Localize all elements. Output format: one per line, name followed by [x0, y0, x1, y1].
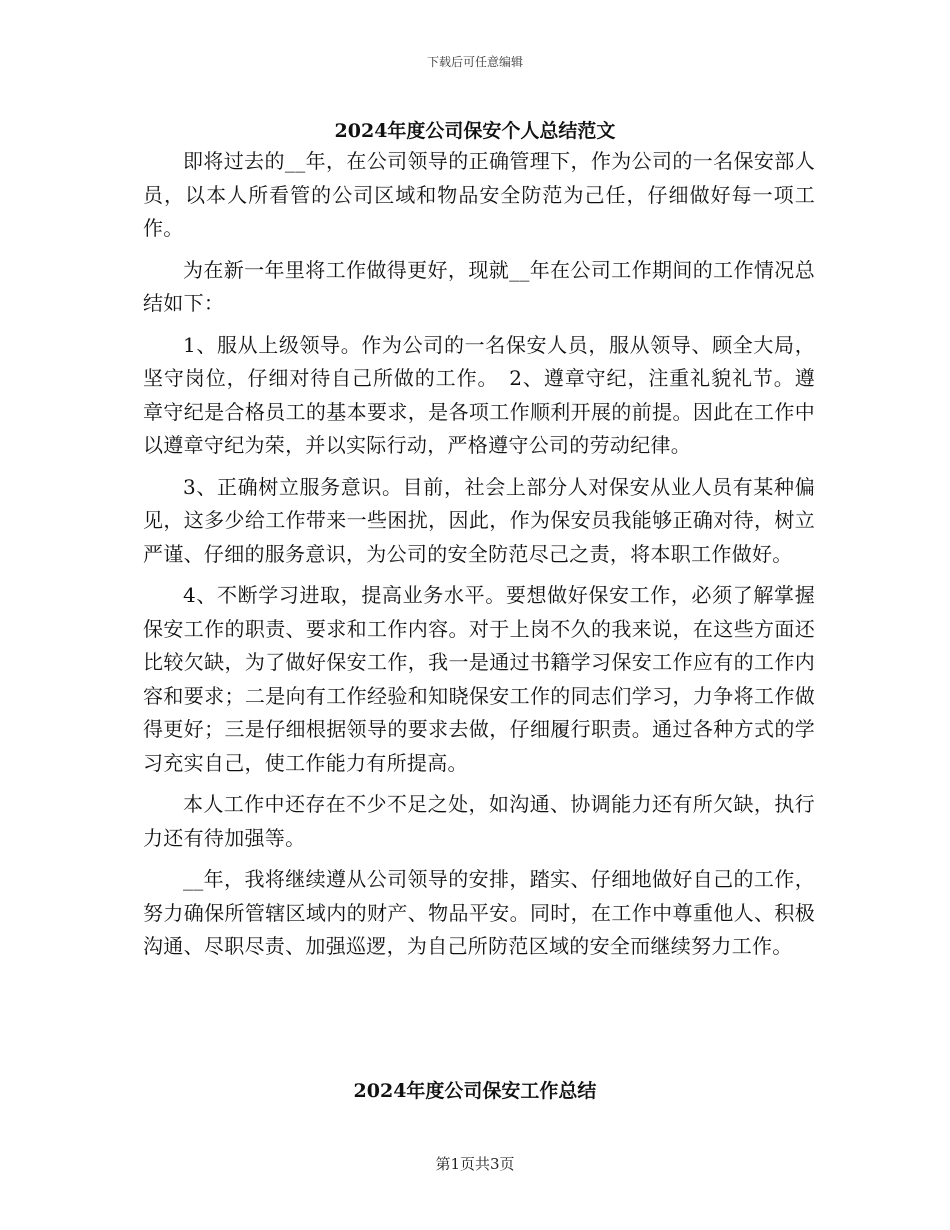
paragraph: 1、服从上级领导。作为公司的一名保安人员，服从领导、顾全大局，坚守岗位，仔细对待自己所做的工作。 2、遵章守纪，注重礼貌礼节。遵章守纪是合格员工的基本要求，是各项工作顺利开展的前提。因此在工作中以遵章守纪为荣，并以实际行动，严格遵守公司的劳动纪律。 — [143, 332, 815, 457]
page-footer: 第1页共3页 — [435, 1155, 515, 1173]
document-body — [143, 145, 815, 972]
document-title: 2024年度公司保安个人总结范文 — [334, 120, 616, 142]
paragraph: 为在新一年里将工作做得更好，现就__年在公司工作期间的工作情况总结如下： — [143, 257, 815, 315]
paragraph: 即将过去的__年，在公司领导的正确管理下，作为公司的一名保安部人员，以本人所看管的公司区域和物品安全防范为己任，仔细做好每一项工作。 — [143, 149, 815, 240]
section-title: 2024年度公司保安工作总结 — [353, 1080, 597, 1102]
paragraph: 本人工作中还存在不少不足之处，如沟通、协调能力还有所欠缺，执行力还有待加强等。 — [143, 792, 815, 850]
paragraph: 3、正确树立服务意识。目前，社会上部分人对保安从业人员有某种偏见，这多少给工作带来一些困扰，因此，作为保安员我能够正确对待，树立严谨、仔细的服务意识，为公司的安全防范尽己之责，将本职工作做好。 — [143, 474, 815, 566]
header-note: 下载后可任意编辑 — [426, 55, 523, 69]
paragraph: __年，我将继续遵从公司领导的安排，踏实、仔细地做好自己的工作，努力确保所管辖区域内的财产、物品平安。同时，在工作中尊重他人、积极沟通、尽职尽责、加强巡逻，为自己所防范区域的安全而继续努力工作。 — [143, 867, 815, 958]
paragraph: 4、不断学习进取，提高业务水平。要想做好保安工作，必须了解掌握保安工作的职责、要求和工作内容。对于上岗不久的我来说，在这些方面还比较欠缺，为了做好保安工作，我一是通过书籍学习保安工作应有的工作内容和要求；二是向有工作经验和知晓保安工作的同志们学习，力争将工作做得更好；三是仔细根据领导的要求去做，仔细履行职责。通过各种方式的学习充实自己，使工作能力有所提高。 — [143, 583, 815, 775]
